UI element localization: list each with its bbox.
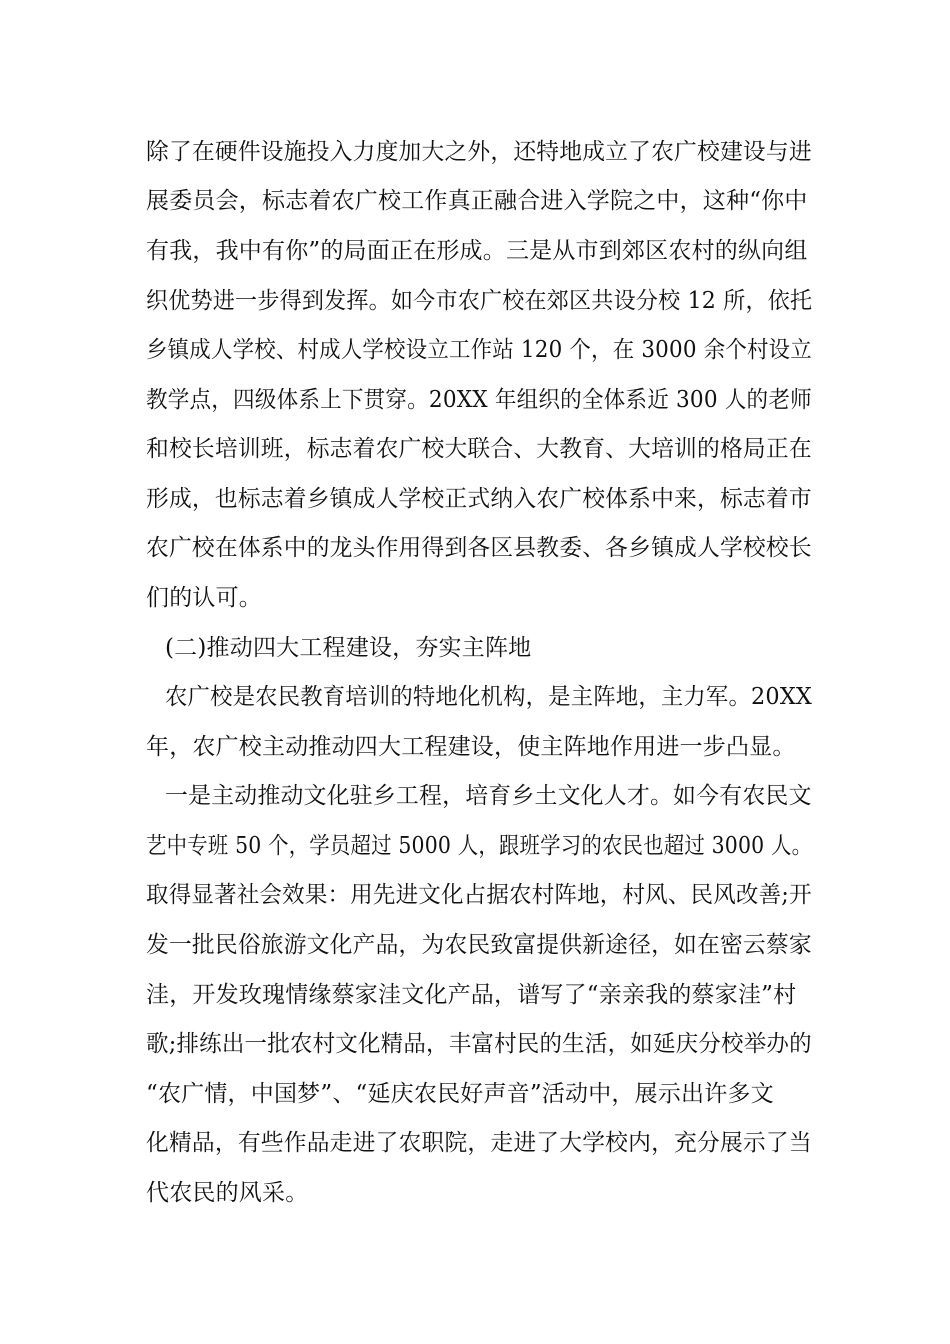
section-heading: (二)推动四大工程建设，夯实主阵地 (165, 635, 532, 661)
text-line: 取得显著社会效果：用先进文化占据农村阵地，村风、民风改善;开 (146, 882, 812, 908)
text-line: 代农民的风采。 (146, 1180, 309, 1206)
text-line: 乡镇成人学校、村成人学校设立工作站 120 个，在 3000 余个村设立 (146, 337, 812, 363)
text-line: 有我，我中有你”的局面正在形成。三是从市到郊区农村的纵向组 (146, 238, 808, 264)
text-line: 一是主动推动文化驻乡工程，培育乡土文化人才。如今有农民文 (165, 783, 812, 809)
text-line: 发一批民俗旅游文化产品，为农民致富提供新途径，如在密云蔡家 (146, 932, 812, 958)
text-line: 年，农广校主动推动四大工程建设，使主阵地作用进一步凸显。 (146, 734, 796, 760)
text-line: 们的认可。 (146, 585, 262, 611)
text-line: 农广校在体系中的龙头作用得到各区县教委、各乡镇成人学校校长 (146, 535, 812, 561)
text-line: 形成，也标志着乡镇成人学校正式纳入农广校体系中来，标志着市 (146, 486, 812, 512)
text-line: 展委员会，标志着农广校工作真正融合进入学院之中，这种“你中 (146, 188, 808, 214)
text-line: “农广情，中国梦”、“延庆农民好声音”活动中，展示出许多文 (146, 1081, 774, 1107)
text-line: 教学点，四级体系上下贯穿。20XX 年组织的全体系近 300 人的老师 (146, 387, 812, 413)
text-line: 洼，开发玫瑰情缘蔡家洼文化产品，谱写了“亲亲我的蔡家洼”村 (146, 982, 797, 1008)
text-line: 艺中专班 50 个，学员超过 5000 人，跟班学习的农民也超过 3000 人。 (146, 833, 813, 859)
text-line: 歌;排练出一批农村文化精品，丰富村民的生活，如延庆分校举办的 (146, 1031, 812, 1057)
text-line: 织优势进一步得到发挥。如今市农广校在郊区共设分校 12 所，依托 (146, 288, 813, 314)
text-line: 和校长培训班，标志着农广校大联合、大教育、大培训的格局正在 (146, 436, 812, 462)
text-line: 农广校是农民教育培训的特地化机构，是主阵地，主力军。20XX (165, 684, 813, 710)
text-line: 除了在硬件设施投入力度加大之外，还特地成立了农广校建设与进 (146, 139, 812, 165)
text-line: 化精品，有些作品走进了农职院，走进了大学校内，充分展示了当 (146, 1130, 812, 1156)
